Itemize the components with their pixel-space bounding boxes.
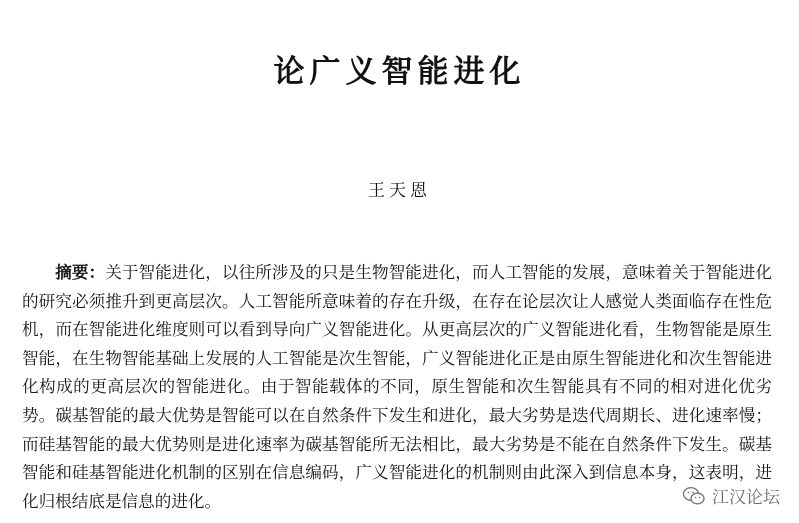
watermark (682, 483, 780, 508)
abstract-text: 关于智能进化，以往所涉及的只是生物智能进化，而人工智能的发展，意味着关于智能进化的研究必须推升到更高层次。人工智能所意味着的存在升级，在存在论层次让人感觉人类面临存在性危机，而在智能进化维度则可以看到导向广义智能进化。从更高层次的广义智能进化看，生物智能是原生智能，在生物智能基础上发展的人工智能是次生智能，广义智能进化正是由原生智能进化和次生智能进化构成的更高层次的智能进化。由于智能载体的不同，原生智能和次生智能具有不同的相对进化优劣势。碳基智能的最大优势是智能可以在自然条件下发生和进化，最大劣势是迭代周期长、进化速率慢；而硅基智能的最大优势则是进化速率为碳基智能所无法相比，最大劣势是不能在自然条件下发生。碳基智能和硅基智能进化机制的区别在信息编码，广义智能进化的机制则由此深入到信息本身，这表明，进化归根结底是信息的进化。 (22, 263, 772, 511)
abstract-paragraph (22, 259, 772, 516)
watermark-text: 江汉论坛 (712, 488, 780, 508)
article-title: 论广义智能进化 (273, 54, 526, 90)
abstract-label: 摘要： (55, 263, 106, 282)
article-author: 王天恩 (368, 181, 431, 201)
wechat-icon (682, 486, 706, 506)
